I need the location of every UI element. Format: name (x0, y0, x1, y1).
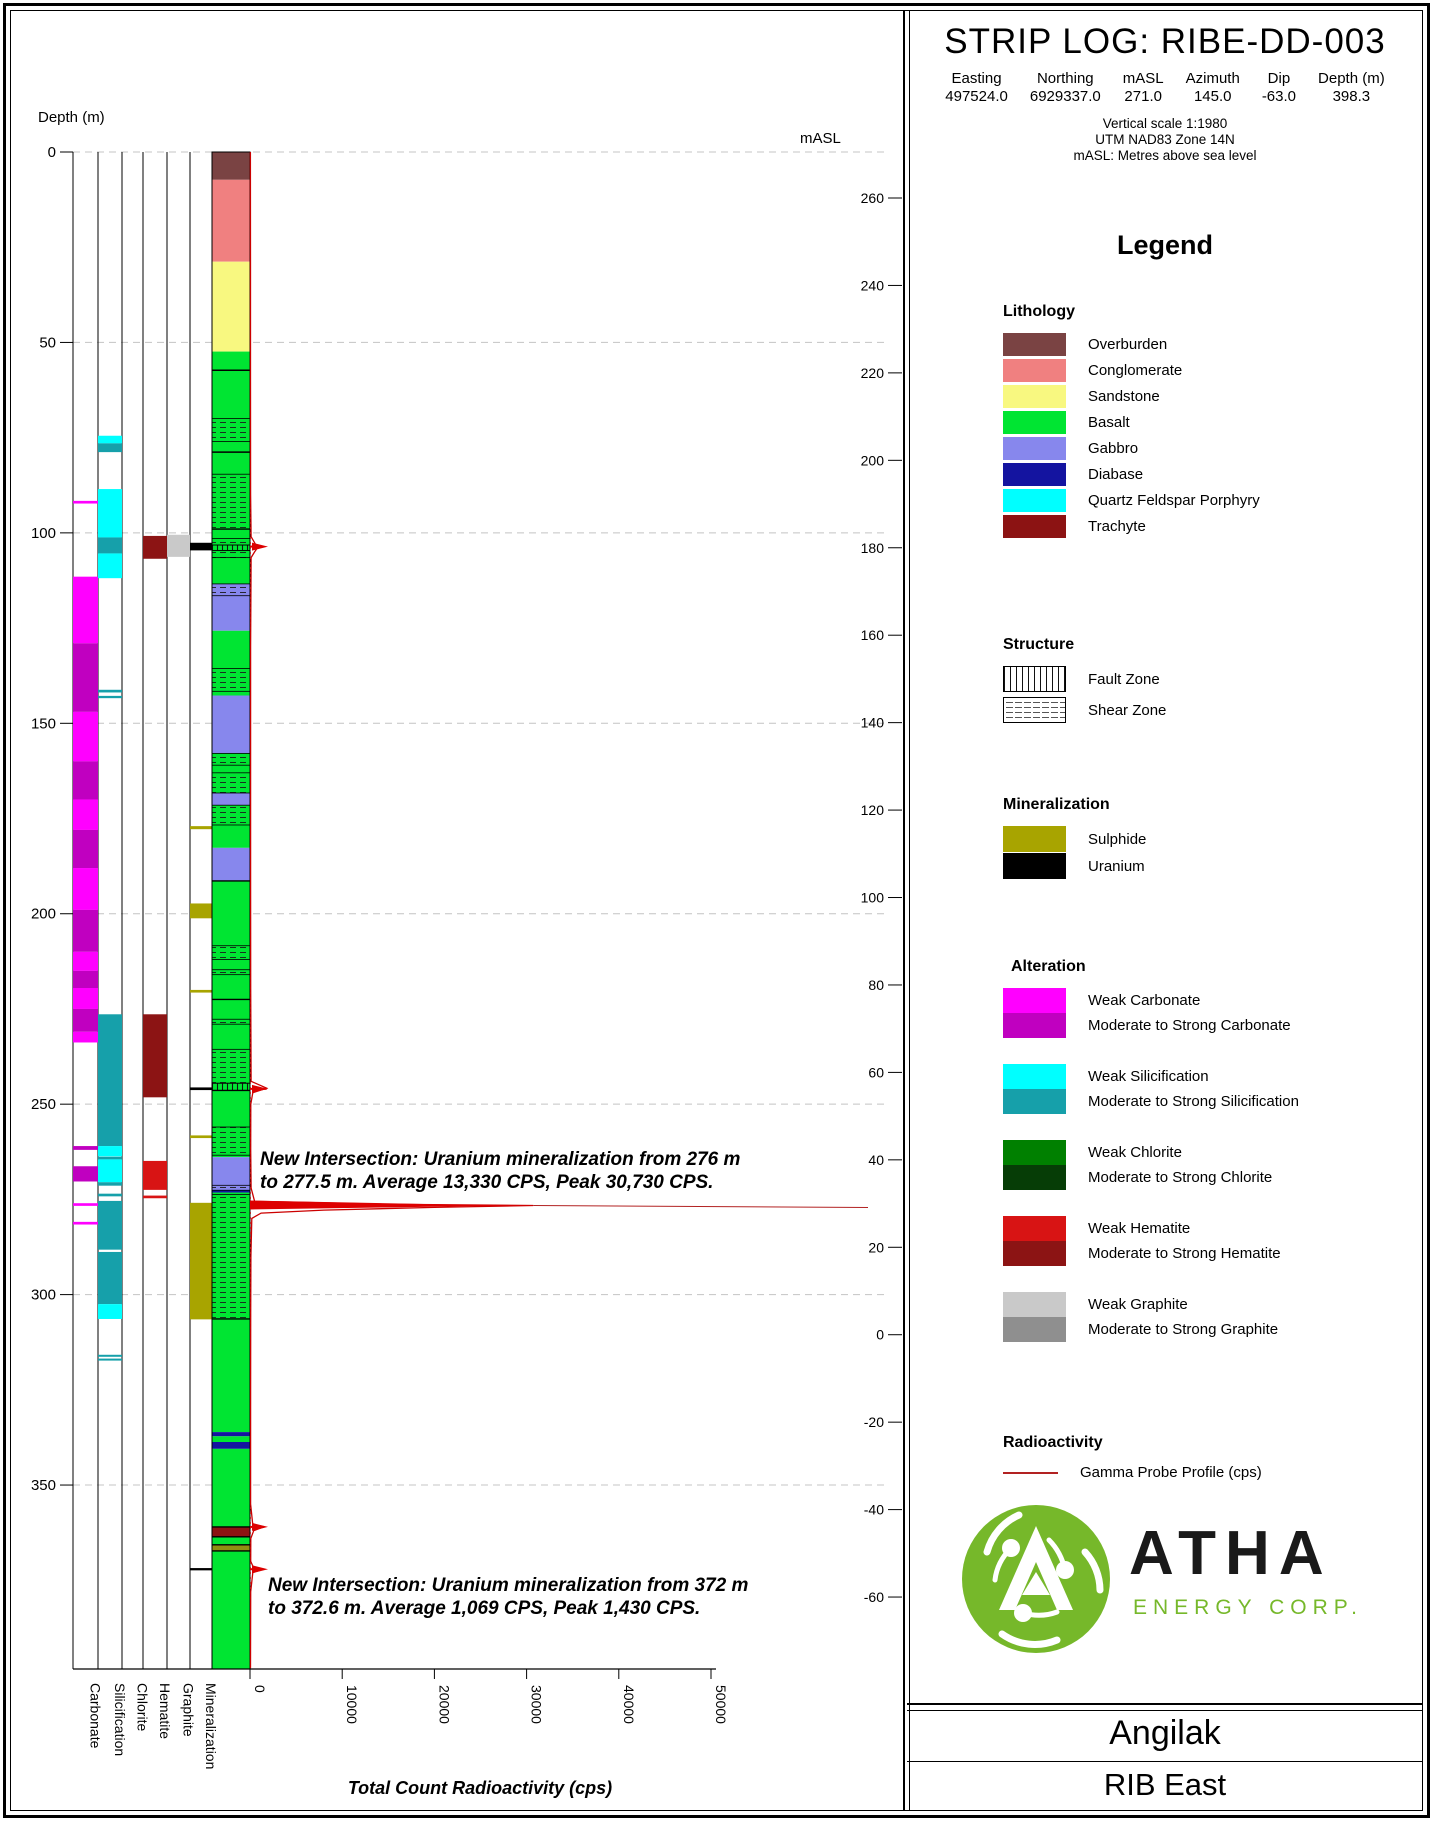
legend-lithology-item-swatch (1003, 359, 1066, 382)
svg-text:220: 220 (860, 364, 884, 381)
depth-axis-label: Depth (m) (38, 109, 105, 126)
shear-zone (212, 946, 250, 960)
shear-zone (212, 1185, 250, 1190)
legend-lithology-item-label: Sandstone (1088, 388, 1160, 405)
atha-logo-subtitle: ENERGY CORP. (1133, 1596, 1363, 1619)
svg-text:40000: 40000 (620, 1685, 637, 1724)
track-label-hematite: Hematite (157, 1683, 173, 1740)
footer-mid-rule (907, 1761, 1423, 1762)
legend-lithology-item-label: Basalt (1088, 414, 1130, 431)
track-hematite-interval (143, 1196, 167, 1199)
hole-field (1030, 70, 1101, 106)
hole-field (945, 70, 1008, 106)
gamma-spike-arrow (252, 1523, 268, 1531)
legend-alteration-weak-row (1003, 1064, 1423, 1089)
track-mineralization-interval (190, 1203, 212, 1320)
svg-text:300: 300 (30, 1286, 56, 1304)
track-silicification-interval (98, 1182, 122, 1185)
legend-lithology-item-row (1003, 333, 1423, 356)
track-carbonate-interval (73, 830, 98, 868)
track-silicification-interval (98, 1157, 122, 1160)
hole-fields (905, 70, 1425, 106)
annotation-line: New Intersection: Uranium mineralization from 276 m (260, 1149, 741, 1170)
legend-alteration-strong-row (1003, 1165, 1423, 1190)
svg-text:100: 100 (860, 889, 884, 906)
svg-text:-40: -40 (863, 1501, 884, 1518)
shear-zone (212, 805, 250, 825)
svg-text:140: 140 (860, 714, 884, 731)
track-graphite (167, 535, 190, 557)
legend-radioactivity-row (1003, 1464, 1423, 1481)
gamma-profile (250, 152, 868, 1669)
shear-zone (212, 539, 250, 545)
legend-alteration-strong-label: Moderate to Strong Carbonate (1088, 1017, 1291, 1034)
atha-logo-mark (957, 1500, 1115, 1658)
track-graphite-interval (167, 535, 190, 557)
gamma-spike-arrow (252, 543, 268, 551)
hole-field-label: Depth (m) (1318, 70, 1385, 87)
track-mineralization-interval (190, 990, 212, 993)
legend-alteration-strong-label: Moderate to Strong Graphite (1088, 1321, 1279, 1338)
track-carbonate-interval (73, 988, 98, 1009)
track-carbonate-interval (73, 712, 98, 762)
svg-text:30000: 30000 (528, 1685, 545, 1724)
svg-text:200: 200 (30, 905, 56, 923)
track-carbonate-interval (73, 1222, 98, 1225)
legend-lithology-item-swatch (1003, 515, 1066, 538)
lithology-interval-basalt (212, 1436, 250, 1442)
legend-lithology-item-row (1003, 463, 1423, 486)
atha-logo (957, 1500, 1417, 1665)
track-carbonate-interval (73, 910, 98, 952)
track-hematite-interval (143, 536, 167, 559)
legend-alteration-strong-row (1003, 1089, 1423, 1114)
scale-note: mASL: Metres above sea level (1073, 148, 1257, 163)
svg-text:200: 200 (860, 452, 884, 469)
track-silicification-interval (98, 1194, 122, 1197)
track-carbonate-interval (73, 1032, 98, 1043)
legend-mineralization (1003, 796, 1423, 880)
lithology-interval-conglomerate (212, 180, 250, 262)
track-silicification-interval (98, 1014, 122, 1146)
legend-mineralization-item-row (1003, 853, 1423, 879)
legend-lithology-item-label: Overburden (1088, 336, 1168, 353)
legend-lithology-item-row (1003, 385, 1423, 408)
shear-zone (212, 1194, 250, 1319)
track-carbonate-interval (73, 501, 98, 504)
legend-alteration (1003, 958, 1423, 1368)
legend-lithology-item-label: Trachyte (1088, 518, 1146, 535)
track-silicification-interval (98, 553, 122, 578)
svg-text:250: 250 (30, 1096, 56, 1114)
legend-lithology-item-swatch (1003, 463, 1066, 486)
legend-alteration-strong-row (1003, 1317, 1423, 1342)
svg-text:40: 40 (868, 1151, 884, 1168)
legend-lithology-item-row (1003, 359, 1423, 382)
track-silicification-interval (98, 1355, 122, 1357)
track-silicification-interval (98, 443, 122, 452)
legend-alteration-group (1003, 988, 1423, 1038)
track-mineralization-interval (190, 1568, 212, 1570)
legend-structure-item-row (1003, 666, 1423, 692)
legend-structure-item-label: Fault Zone (1088, 670, 1160, 688)
hole-field (1123, 70, 1164, 106)
legend-alteration-weak-swatch (1003, 988, 1066, 1013)
lithology-interval-diabase (212, 1432, 250, 1436)
legend-alteration-weak-row (1003, 988, 1423, 1013)
track-mineralization-interval (190, 1087, 212, 1090)
track-carbonate-interval (73, 1146, 98, 1150)
annotation-line: New Intersection: Uranium mineralization from 372 m (268, 1575, 749, 1596)
legend-lithology-item-swatch (1003, 437, 1066, 460)
track-carbonate-interval (73, 761, 98, 799)
track-carbonate-interval (73, 1166, 98, 1181)
track-mineralization-interval (190, 826, 212, 829)
title-block (905, 22, 1425, 164)
legend-alteration-strong-row (1003, 1013, 1423, 1038)
svg-text:120: 120 (860, 802, 884, 819)
footer-top-rule (907, 1703, 1423, 1711)
svg-text:50000: 50000 (713, 1685, 729, 1724)
legend-structure-item-swatch (1003, 697, 1066, 723)
masl-axis-label: mASL (800, 130, 841, 147)
legend-alteration-weak-swatch (1003, 1292, 1066, 1317)
legend-alteration-weak-label: Weak Silicification (1088, 1068, 1209, 1085)
legend-alteration-strong-label: Moderate to Strong Silicification (1088, 1093, 1299, 1110)
legend-alteration-group (1003, 1292, 1423, 1342)
hole-field-label: Northing (1036, 70, 1094, 87)
track-label-silicification: Silicification (112, 1683, 128, 1757)
track-silicification-interval (98, 436, 122, 444)
cps-axis (73, 1669, 729, 1769)
hole-field (1262, 70, 1296, 106)
track-carbonate-interval (73, 799, 98, 829)
legend-alteration-strong-swatch (1003, 1241, 1066, 1266)
svg-text:60: 60 (868, 1064, 884, 1081)
masl-axis (800, 130, 902, 1605)
track-mineralization-interval (190, 543, 214, 551)
shear-zone (212, 550, 250, 557)
fault-zone (212, 545, 250, 550)
shear-zone (212, 1127, 250, 1155)
legend-lithology-item-row (1003, 489, 1423, 512)
annotation-line: to 372.6 m. Average 1,069 CPS, Peak 1,430 CPS. (268, 1598, 701, 1619)
legend-lithology (1003, 303, 1423, 541)
track-carbonate-interval (73, 1009, 98, 1032)
legend-mineralization-title: Mineralization (1003, 796, 1110, 813)
shear-zone (212, 1019, 250, 1024)
track-silicification-interval (98, 690, 122, 693)
svg-text:180: 180 (860, 539, 884, 556)
lithology-interval-gabbro (212, 848, 250, 881)
hole-field-value: -63.0 (1261, 88, 1297, 105)
svg-text:80: 80 (868, 976, 884, 993)
track-hematite-interval (143, 1161, 167, 1190)
lithology-interval-overburden (212, 152, 250, 180)
shear-zone (212, 970, 250, 975)
legend-alteration-group (1003, 1216, 1423, 1266)
hole-field-value: 398.3 (1332, 88, 1371, 105)
legend-alteration-strong-label: Moderate to Strong Hematite (1088, 1245, 1281, 1262)
legend-lithology-title: Lithology (1003, 303, 1075, 320)
track-silicification-interval (98, 1201, 122, 1250)
track-mineralization (190, 543, 214, 1571)
track-label-mineralization: Mineralization (203, 1683, 219, 1770)
legend-alteration-weak-label: Weak Carbonate (1088, 992, 1201, 1009)
legend-alteration-weak-row (1003, 1292, 1423, 1317)
track-hematite-interval (143, 1014, 167, 1097)
legend-lithology-item-label: Gabbro (1088, 440, 1139, 457)
legend-lithology-item-label: Diabase (1088, 466, 1144, 483)
svg-text:10000: 10000 (344, 1685, 361, 1724)
legend-structure-item-label: Shear Zone (1088, 701, 1167, 719)
track-silicification-interval (98, 1252, 122, 1304)
legend-alteration-strong-row (1003, 1241, 1423, 1266)
lithology-interval-basalt (212, 1551, 250, 1669)
lithology-interval-basalt (212, 1537, 250, 1545)
hole-field-label: Easting (951, 70, 1002, 87)
svg-text:260: 260 (860, 190, 884, 206)
legend-radioactivity (1003, 1434, 1423, 1484)
track-label-graphite: Graphite (180, 1683, 197, 1737)
hole-field (1318, 70, 1385, 106)
track-label-carbonate: Carbonate (87, 1683, 104, 1749)
intersection-annotation (260, 1148, 740, 1194)
legend-mineralization-item-label: Sulphide (1088, 830, 1147, 848)
track-carbonate-interval (73, 971, 98, 988)
hole-field-label: Azimuth (1185, 70, 1240, 87)
svg-text:0: 0 (252, 1685, 268, 1693)
footer-project: Angilak (1109, 1714, 1221, 1752)
legend-alteration-weak-label: Weak Graphite (1088, 1296, 1188, 1313)
legend-alteration-strong-swatch (1003, 1089, 1066, 1114)
hole-field-label: Dip (1267, 70, 1291, 87)
legend-lithology-item-row (1003, 411, 1423, 434)
lithology-interval-gabbro (212, 695, 250, 753)
scale-note: Vertical scale 1:1980 (1102, 116, 1228, 131)
shear-zone (212, 474, 250, 529)
track-silicification (98, 436, 122, 1361)
legend-alteration-title: Alteration (1011, 958, 1086, 975)
legend-structure (1003, 636, 1423, 728)
svg-text:-60: -60 (863, 1589, 884, 1606)
svg-text:350: 350 (30, 1477, 56, 1495)
legend-structure-item-swatch (1003, 666, 1066, 692)
track-carbonate-interval (73, 643, 98, 712)
hole-field-label: mASL (1122, 70, 1164, 87)
legend-structure-title: Structure (1003, 636, 1075, 653)
legend-alteration-strong-swatch (1003, 1165, 1066, 1190)
lithology-interval-sandstone (212, 262, 250, 352)
scale-note: UTM NAD83 Zone 14N (1095, 132, 1235, 147)
gamma-spike-arrow (252, 1565, 268, 1573)
track-silicification-interval (98, 1159, 122, 1182)
track-mineralization-interval (190, 1135, 212, 1138)
shear-zone (212, 419, 250, 442)
legend-mineralization-item-label: Uranium (1088, 857, 1145, 875)
shear-zone (212, 1049, 250, 1083)
track-carbonate (73, 501, 98, 1225)
hole-field-value: 271.0 (1124, 88, 1162, 105)
intersection-annotation (268, 1574, 748, 1620)
legend-lithology-item-swatch (1003, 411, 1066, 434)
shear-zone (212, 753, 250, 765)
svg-text:0: 0 (47, 144, 56, 161)
hole-field (1186, 70, 1240, 106)
cps-axis-title: Total Count Radioactivity (cps) (347, 1778, 613, 1798)
lithology-interval-sulphide (212, 1545, 250, 1551)
legend-lithology-item-swatch (1003, 385, 1066, 408)
track-silicification-interval (98, 489, 122, 537)
legend-alteration-group (1003, 1140, 1423, 1190)
legend-alteration-strong-label: Moderate to Strong Chlorite (1088, 1169, 1273, 1186)
svg-text:100: 100 (30, 524, 56, 542)
legend-alteration-weak-swatch (1003, 1140, 1066, 1165)
svg-text:0: 0 (876, 1326, 884, 1343)
legend-lithology-item-swatch (1003, 333, 1066, 356)
svg-text:50: 50 (39, 334, 56, 352)
hole-field-value: 6929337.0 (1029, 88, 1101, 105)
hole-field-value: 497524.0 (945, 88, 1008, 105)
svg-text:160: 160 (860, 627, 884, 644)
legend-alteration-weak-swatch (1003, 1216, 1066, 1241)
annotation-line: to 277.5 m. Average 13,330 CPS, Peak 30,730 CPS. (260, 1172, 714, 1193)
legend-structure-item-row (1003, 697, 1423, 723)
track-carbonate-interval (73, 577, 98, 644)
track-mineralization-interval (190, 903, 212, 918)
legend-alteration-weak-label: Weak Hematite (1088, 1220, 1191, 1237)
atha-logo-word: ATHA (1129, 1519, 1333, 1588)
lithology-column (212, 152, 250, 1669)
shear-zone (212, 773, 250, 793)
legend-lithology-item-label: Quartz Feldspar Porphyry (1088, 492, 1260, 509)
svg-text:240: 240 (860, 277, 884, 294)
track-silicification-interval (98, 1359, 122, 1361)
footer-area: RIB East (1103, 1767, 1227, 1802)
track-label-chlorite: Chlorite (134, 1683, 151, 1732)
track-hematite (143, 536, 167, 1198)
svg-text:-20: -20 (863, 1414, 884, 1431)
legend-radioactivity-label: Gamma Probe Profile (cps) (1080, 1464, 1262, 1481)
hole-field-value: 145.0 (1193, 88, 1232, 105)
track-silicification-interval (98, 1146, 122, 1156)
legend-lithology-item-swatch (1003, 489, 1066, 512)
track-silicification-interval (98, 696, 122, 698)
shear-zone (212, 584, 250, 596)
lithology-interval-diabase (212, 1442, 250, 1449)
lithology-interval-basalt (212, 1449, 250, 1527)
gamma-spike-arrow (252, 1085, 268, 1093)
legend-alteration-group (1003, 1064, 1423, 1114)
legend-lithology-item-row (1003, 437, 1423, 460)
lithology-interval-gabbro (212, 793, 250, 805)
scale-notes (905, 116, 1425, 164)
legend-mineralization-item-swatch (1003, 853, 1066, 879)
track-carbonate-interval (73, 868, 98, 910)
track-silicification-interval (98, 537, 122, 553)
legend-alteration-weak-row (1003, 1140, 1423, 1165)
legend-alteration-strong-swatch (1003, 1317, 1066, 1342)
track-carbonate-interval (73, 1203, 98, 1206)
track-carbonate-interval (73, 952, 98, 971)
legend-alteration-weak-row (1003, 1216, 1423, 1241)
svg-text:150: 150 (30, 715, 56, 733)
legend-alteration-weak-swatch (1003, 1064, 1066, 1089)
gamma-profile-path (250, 152, 533, 1668)
lithology-interval-trachyte (212, 1527, 250, 1537)
legend-lithology-item-row (1003, 515, 1423, 538)
legend-alteration-weak-label: Weak Chlorite (1088, 1144, 1182, 1161)
legend-mineralization-item-row (1003, 826, 1423, 852)
track-silicification-interval (98, 1304, 122, 1319)
legend-alteration-strong-swatch (1003, 1013, 1066, 1038)
gamma-line-swatch (1003, 1472, 1058, 1474)
fault-zone (212, 1083, 250, 1090)
legend-title: Legend (1116, 230, 1213, 260)
legend-radioactivity-title: Radioactivity (1003, 1434, 1103, 1451)
legend-mineralization-item-swatch (1003, 826, 1066, 852)
svg-text:20000: 20000 (436, 1685, 453, 1724)
legend-lithology-item-label: Conglomerate (1088, 362, 1183, 379)
shear-zone (212, 668, 250, 691)
page-title: STRIP LOG: RIBE-DD-003 (944, 22, 1386, 61)
svg-text:20: 20 (868, 1239, 884, 1256)
